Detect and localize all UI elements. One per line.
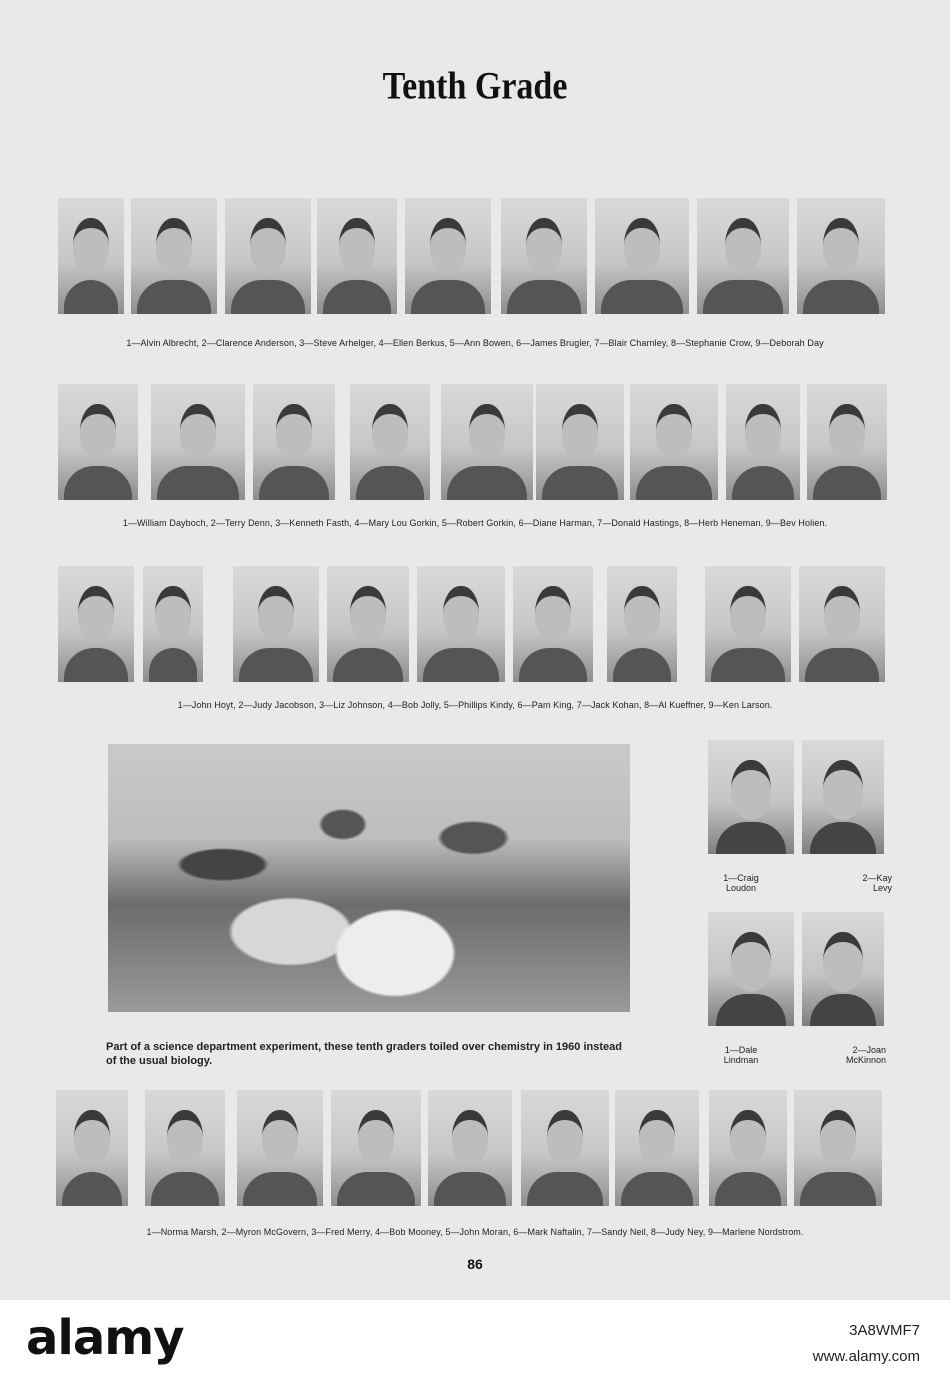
page-title: Tenth Grade — [382, 65, 568, 108]
side-caption — [796, 1045, 886, 1065]
side-label: 1—Craig — [723, 873, 759, 883]
student-photo — [536, 384, 624, 500]
student-photo — [807, 384, 887, 500]
classroom-photo — [108, 744, 630, 1012]
student-photo — [441, 384, 533, 500]
student-photo — [428, 1090, 512, 1206]
student-photo — [233, 566, 319, 682]
photo-row-4 — [55, 1090, 895, 1210]
photo-row-2 — [55, 384, 895, 504]
student-photo — [802, 912, 884, 1026]
student-photo — [417, 566, 505, 682]
student-photo — [697, 198, 789, 314]
side-label: McKinnon — [845, 1055, 886, 1065]
student-photo — [350, 384, 430, 500]
student-photo — [797, 198, 885, 314]
student-photo — [630, 384, 718, 500]
student-photo — [317, 198, 397, 314]
stock-id: 3A8WMF7 — [849, 1322, 920, 1339]
student-photo — [802, 740, 884, 854]
photo-row-3 — [55, 566, 895, 686]
side-label: 2—Kay — [862, 873, 892, 883]
student-photo — [56, 1090, 128, 1206]
side-caption — [696, 873, 786, 893]
student-photo — [58, 198, 124, 314]
student-photo — [58, 384, 138, 500]
student-photo — [794, 1090, 882, 1206]
student-photo — [705, 566, 791, 682]
side-caption — [696, 1045, 786, 1065]
row-4-caption: 1—Norma Marsh, 2—Myron McGovern, 3—Fred Merry, 4—Bob Mooney, 5—John Moran, 6—Mark Naftalin, 7—Sandy Neil, 8—Judy Ney, 9—Marlene Nordstrom. — [146, 1227, 804, 1237]
student-photo — [607, 566, 677, 682]
student-photo — [709, 1090, 787, 1206]
side-caption — [802, 873, 892, 893]
student-photo — [253, 384, 335, 500]
student-photo — [327, 566, 409, 682]
side-label: Levy — [872, 883, 892, 893]
student-photo — [513, 566, 593, 682]
science-caption: Part of a science department experiment, these tenth graders toiled over chemistry in 1960 instead of the usual biology. — [106, 1041, 622, 1067]
row-1-caption: 1—Alvin Albrecht, 2—Clarence Anderson, 3—Steve Arhelger, 4—Ellen Berkus, 5—Ann Bowen, 6—James Brugler, 7—Blair Charnley, 8—Stephanie Crow, 9—Deborah Day — [126, 338, 824, 348]
student-photo — [151, 384, 245, 500]
student-photo — [131, 198, 217, 314]
student-photo — [501, 198, 587, 314]
alamy-logo: alamy — [26, 1310, 184, 1366]
student-photo — [708, 740, 794, 854]
site-url: www.alamy.com — [812, 1348, 920, 1365]
side-label: 1—Dale — [724, 1045, 758, 1055]
row-2-caption: 1—William Dayboch, 2—Terry Denn, 3—Kenneth Fasth, 4—Mary Lou Gorkin, 5—Robert Gorkin, 6—Diane Harman, 7—Donald Hastings, 8—Herb Heneman, 9—Bev Holien. — [122, 518, 828, 528]
student-photo — [237, 1090, 323, 1206]
student-photo — [58, 566, 134, 682]
student-photo — [405, 198, 491, 314]
student-photo — [708, 912, 794, 1026]
student-photo — [145, 1090, 225, 1206]
student-photo — [615, 1090, 699, 1206]
student-photo — [225, 198, 311, 314]
student-photo — [799, 566, 885, 682]
side-label: Lindman — [723, 1055, 759, 1065]
student-photo — [595, 198, 689, 314]
side-label: 2—Joan — [852, 1045, 886, 1055]
row-3-caption: 1—John Hoyt, 2—Judy Jacobson, 3—Liz Johnson, 4—Bob Jolly, 5—Phillips Kindy, 6—Pam King, 7—Jack Kohan, 8—Al Kueffner, 9—Ken Larson. — [177, 700, 773, 710]
page-number: 86 — [467, 1256, 483, 1272]
side-label: Loudon — [725, 883, 757, 893]
student-photo — [331, 1090, 421, 1206]
student-photo — [726, 384, 800, 500]
photo-row-1 — [55, 198, 895, 318]
student-photo — [521, 1090, 609, 1206]
student-photo — [143, 566, 203, 682]
